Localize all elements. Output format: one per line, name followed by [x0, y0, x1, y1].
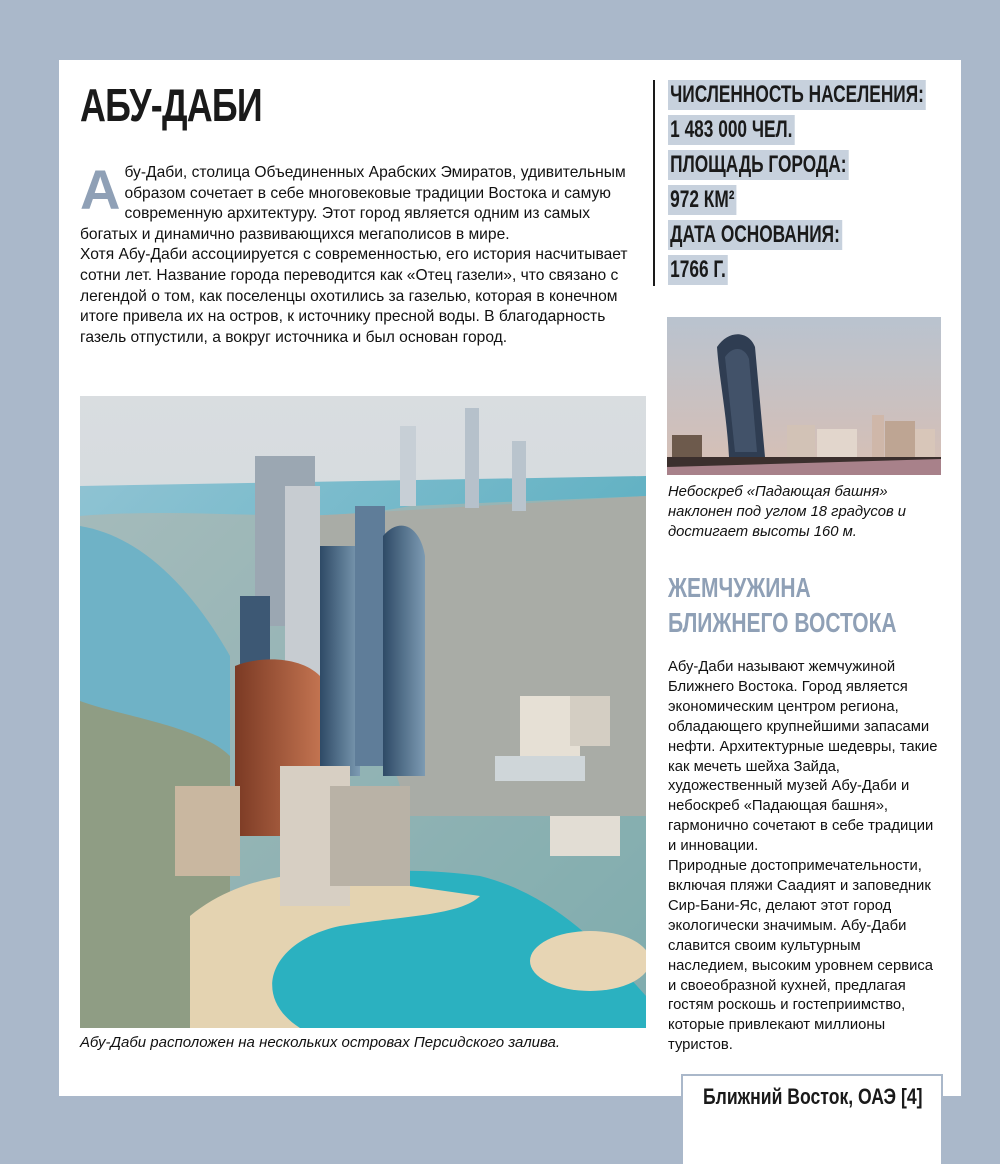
leaning-tower-photo [667, 317, 941, 475]
area-value: 972 КМ² [668, 185, 737, 215]
population-value: 1 483 000 ЧЕЛ. [668, 115, 795, 145]
section-heading [668, 570, 897, 640]
intro-paragraph-1: бу-Даби, столица Объединенных Арабских Эмиратов, удивительным образом сочетает в себе многовековые традиции Востока и самую современную архитектуру. Этот город является одним из самых богатых и динамично развивающихся мегаполисов в мире. [80, 164, 626, 243]
footer-section-label: Ближний Восток, ОАЭ [4] [703, 1084, 923, 1109]
main-aerial-photo [80, 396, 646, 1028]
intro-paragraph-2: Хотя Абу-Даби ассоциируется с современностью, его история насчитывает сотни лет. Название города переводится как «Отец газели», что связано с легендой о том, как поселенцы охотились за газелью, которая в конечном итоге привела их на остров, к источнику пресной воды. В благодарность газель отпустили, а вокруг источника и был основан город. [80, 246, 628, 346]
drop-cap: А [80, 158, 121, 221]
city-stats [668, 80, 1000, 290]
side-paragraph-2: Природные достопримечательности, включая пляжи Саадият и заповедник Сир-Бани-Яс, делают этот город экологически значимым. Абу-Даби славится своим культурным наследием, высоким уровнем сервиса и своеобразной кухней, предлагая гостям роскошь и гостеприимство, которые привлекают миллионы туристов. [668, 858, 934, 1054]
section-heading-line-2: БЛИЖНЕГО ВОСТОКА [668, 607, 897, 638]
intro-text [80, 158, 650, 348]
side-paragraph-1: Абу-Даби называют жемчужиной Ближнего Востока. Город является экономическим центром региона, обладающего крупнейшими запасами нефти. Архитектурные шедевры, такие как мечеть шейха Зайда, художественный музей Абу-Даби и небоскреб «Падающая башня», гармонично сочетают в себе традиции и инновации. [668, 659, 938, 855]
founded-label: ДАТА ОСНОВАНИЯ: [668, 220, 842, 250]
area-label: ПЛОЩАДЬ ГОРОДА: [668, 150, 849, 180]
section-heading-line-1: ЖЕМЧУЖИНА [668, 572, 811, 603]
page-title: АБУ-ДАБИ [80, 79, 262, 131]
leaning-tower-caption: Небоскреб «Падающая башня» наклонен под углом 18 градусов и достигает высоты 160 м. [668, 484, 907, 540]
stats-divider [653, 80, 655, 286]
side-body-text [668, 658, 944, 1056]
population-label: ЧИСЛЕННОСТЬ НАСЕЛЕНИЯ: [668, 80, 926, 110]
main-photo-caption: Абу-Даби расположен на нескольких островах Персидского залива. [80, 1034, 561, 1051]
founded-value: 1766 Г. [668, 255, 728, 285]
